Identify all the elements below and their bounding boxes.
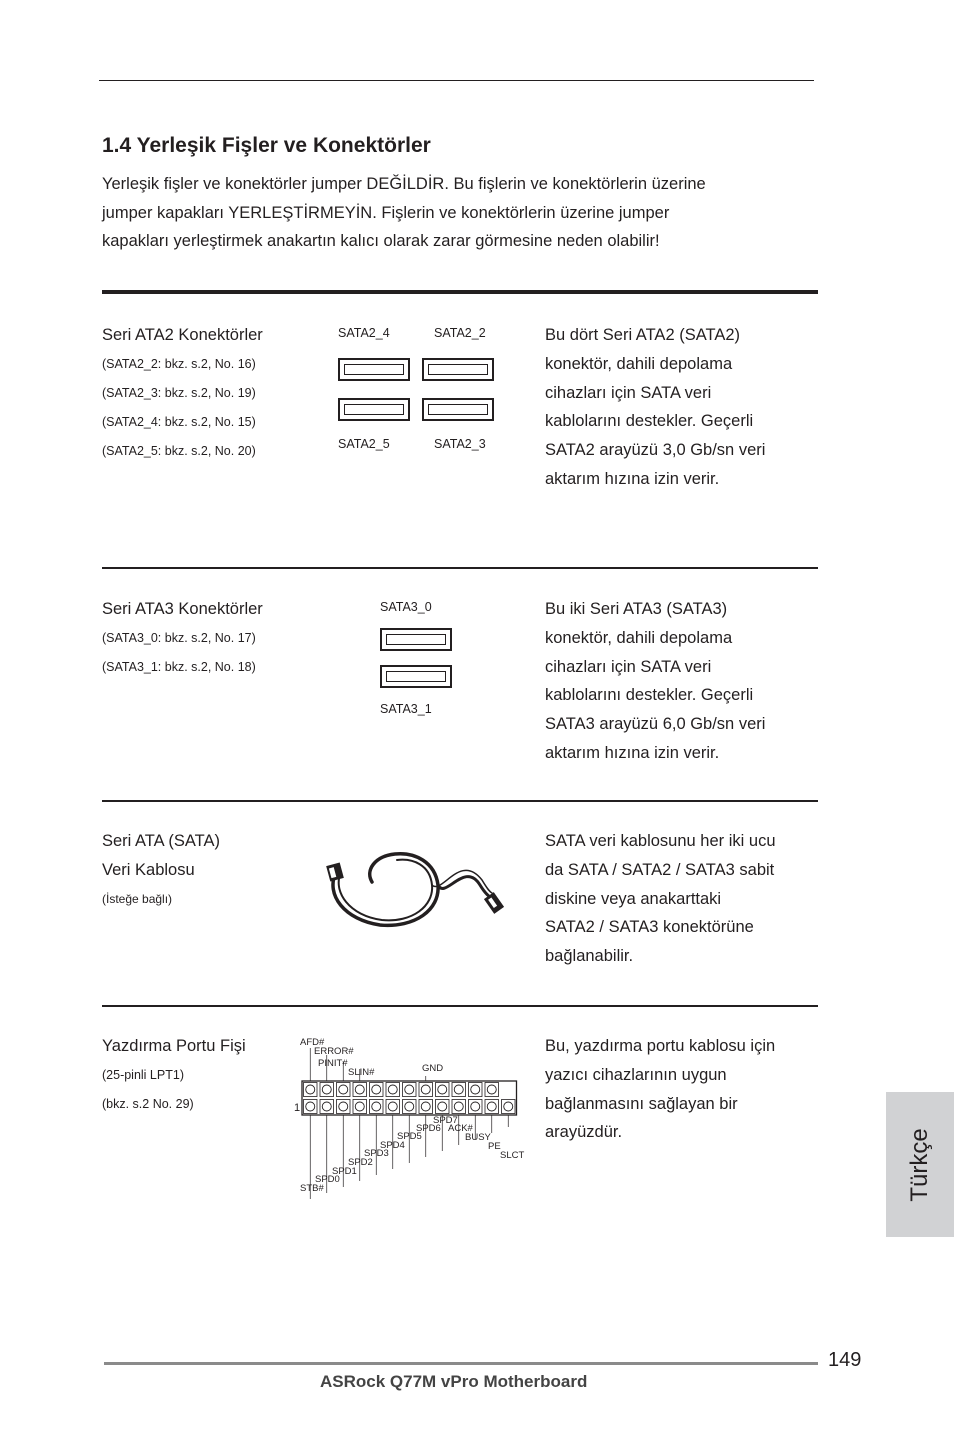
pin [372,1102,381,1111]
sata3-ref: (SATA3_1: bkz. s.2, No. 18) [102,660,256,674]
desc-line: aktarım hızına izin verir. [545,743,720,762]
pin-label: SLCT [500,1150,525,1161]
desc-line: diskine veya anakarttaki [545,889,722,908]
cable-note: (İsteğe bağlı) [102,892,173,906]
sata2-ref: (SATA2_4: bkz. s.2, No. 15) [102,415,256,429]
intro-line: Yerleşik fişler ve konektörler jumper DEĞİLDİR. Bu fişlerin ve konektörlerin üzerine [102,175,706,193]
desc-line: arayüzdür. [545,1123,623,1142]
pin-label: ACK# [448,1123,473,1134]
desc-line: cihazları için SATA veri [545,657,712,676]
section-divider [102,567,818,569]
sata3-1-label: SATA3_1 [380,702,432,716]
section-title: 1.4 Yerleşik Fişler ve Konektörler [102,134,431,157]
pin [372,1085,381,1094]
lpt-ref: (bkz. s.2 No. 29) [102,1097,194,1111]
pin [487,1085,496,1094]
pin-label: PINIT# [318,1058,348,1069]
pin [388,1102,397,1111]
lpt-pinout-diagram [290,1034,530,1199]
cable-title-line: Veri Kablosu [102,861,195,879]
sata3-ref: (SATA3_0: bkz. s.2, No. 17) [102,631,256,645]
language-tab-label: Türkçe [906,1127,933,1202]
desc-line: kablolarını destekler. Geçerli [545,686,754,705]
desc-line: Bu iki Seri ATA3 (SATA3) [545,600,728,618]
pin [322,1102,331,1111]
cable-title-line: Seri ATA (SATA) [102,832,220,850]
pin [405,1085,414,1094]
lpt-description [545,1032,835,1147]
sata2-4-connector [338,358,410,381]
pin [322,1085,331,1094]
pin [487,1102,496,1111]
sata-cable-icon [320,840,520,940]
desc-line: SATA2 arayüzü 3,0 Gb/sn veri [545,441,766,460]
pin [471,1085,480,1094]
pin [355,1102,364,1111]
section-divider-thick [102,290,818,294]
desc-line: SATA2 / SATA3 konektörüne [545,918,754,937]
pin-label: PE [488,1141,501,1152]
pin-header-frame [302,1081,517,1115]
pin [388,1085,397,1094]
sata2-3-connector [422,398,494,421]
pin-label: SPD6 [416,1123,441,1134]
footer-rule [104,1362,818,1365]
sata3-1-connector [380,665,452,688]
desc-line: Bu, yazdırma portu kablosu için [545,1037,776,1055]
sata2-3-label: SATA2_3 [434,437,486,451]
pin [438,1085,447,1094]
desc-line: aktarım hızına izin verir. [545,469,720,488]
sata2-5-label: SATA2_5 [338,437,390,451]
desc-line: bağlanmasını sağlayan bir [545,1094,738,1113]
language-tab [886,1092,954,1237]
pin [306,1085,315,1094]
sata2-2-label: SATA2_2 [434,326,486,340]
sata3-0-label: SATA3_0 [380,600,432,614]
pin-label: STB# [300,1183,324,1194]
desc-line: cihazları için SATA veri [545,383,712,402]
sata3-title: Seri ATA3 Konektörler [102,600,263,618]
desc-line: kablolarını destekler. Geçerli [545,412,754,431]
intro-line: jumper kapakları YERLEŞTİRMEYİN. Fişlerin ve konektörlerin üzerine jumper [102,203,670,222]
sata2-title: Seri ATA2 Konektörler [102,326,263,344]
desc-line: bağlanabilir. [545,947,634,966]
lpt-title: Yazdırma Portu Fişi [102,1037,246,1055]
pin [504,1102,513,1111]
header-rule [99,80,814,81]
desc-line: konektör, dahili depolama [545,354,733,373]
desc-line: konektör, dahili depolama [545,628,733,647]
pin-label: AFD# [300,1037,325,1048]
pin [438,1102,447,1111]
sata2-ref: (SATA2_5: bkz. s.2, No. 20) [102,444,256,458]
pin [421,1085,430,1094]
desc-line: da SATA / SATA2 / SATA3 sabit [545,860,775,879]
desc-line: yazıcı cihazlarının uygun [545,1065,727,1084]
pin [339,1102,348,1111]
sata2-description [545,321,835,494]
sata2-4-label: SATA2_4 [338,326,390,340]
sata2-ref: (SATA2_3: bkz. s.2, No. 19) [102,386,256,400]
pin-label: SLIN# [348,1067,375,1078]
pin-label: SPD1 [332,1166,357,1177]
footer-title: ASRock Q77M vPro Motherboard [320,1372,588,1391]
pin-label: SPD5 [397,1131,422,1142]
pin [355,1085,364,1094]
pin-label: GND [422,1063,444,1074]
pin-label: SPD3 [364,1148,389,1159]
sata3-description [545,595,835,768]
pin-label: SPD2 [348,1157,373,1168]
sata2-2-connector [422,358,494,381]
pin-label: SPD0 [315,1174,340,1185]
pin [339,1085,348,1094]
desc-line: SATA3 arayüzü 6,0 Gb/sn veri [545,715,766,734]
sata2-5-connector [338,398,410,421]
pin-one-label: 1 [294,1102,301,1114]
section-divider [102,800,818,802]
cable-description [545,827,835,971]
pin-label: ERROR# [314,1046,354,1057]
intro-line: kapakları yerleştirmek anakartın kalıcı olarak zarar görmesine neden olabilir! [102,232,660,251]
pin [405,1102,414,1111]
lpt-ref: (25-pinli LPT1) [102,1068,184,1082]
pin [454,1102,463,1111]
desc-line: Bu dört Seri ATA2 (SATA2) [545,326,741,344]
desc-line: SATA veri kablosunu her iki ucu [545,832,776,850]
pin [471,1102,480,1111]
intro-paragraph [102,170,822,256]
section-divider [102,1005,818,1007]
page-number: 149 [828,1349,862,1371]
pin [454,1085,463,1094]
sata3-0-connector [380,628,452,651]
pin [306,1102,315,1111]
sata2-ref: (SATA2_2: bkz. s.2, No. 16) [102,357,256,371]
pin-label: SPD4 [380,1140,405,1151]
pin-label: SPD7 [433,1115,458,1126]
pin-label: BUSY [465,1132,491,1143]
pin [421,1102,430,1111]
